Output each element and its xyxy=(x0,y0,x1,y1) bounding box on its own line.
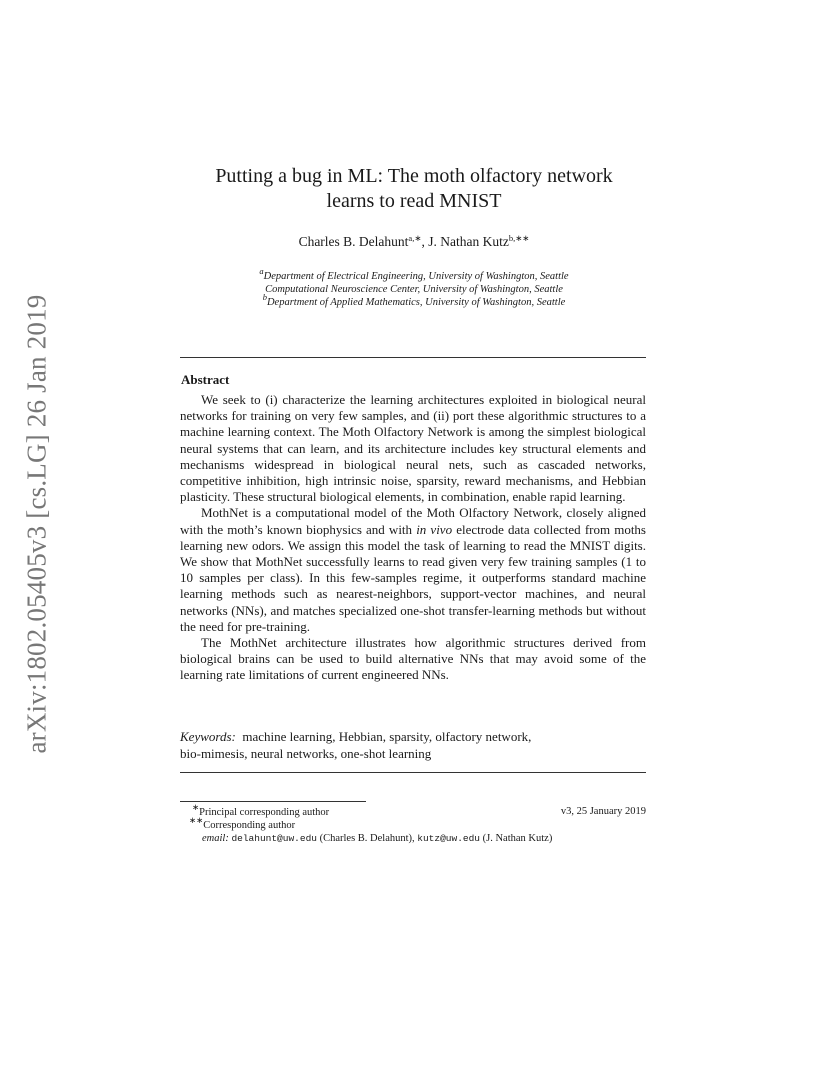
email-kutz-name: (J. Nathan Kutz) xyxy=(482,833,553,844)
affiliation-text: Department of Electrical Engineering, University of Washington, Seattle xyxy=(263,271,569,282)
abstract-body xyxy=(180,392,646,684)
abstract-paragraph-2 xyxy=(180,505,646,635)
author-name: Charles B. Delahunt xyxy=(298,234,409,249)
footnote-mark: ∗ xyxy=(192,802,200,812)
footnote-email xyxy=(180,832,646,845)
affiliation-text: Department of Applied Mathematics, University of Washington, Seattle xyxy=(266,297,566,308)
abstract-p2-italic: in vivo xyxy=(416,521,453,537)
arxiv-identifier-text: arXiv:1802.05405v3 [cs.LG] 26 Jan 2019 xyxy=(21,294,52,754)
abstract-heading: Abstract xyxy=(181,372,230,387)
affiliation-text: Computational Neuroscience Center, University of Washington, Seattle xyxy=(265,284,563,295)
abstract-p2-text-end: electrode data collected from moths learning new odors. We assign this model the task of learning to read the MNIST digits. We show that MothNet successfully learns to read given very few training samples (1 to 10 samples per class). In this few-samples regime, it outperforms standard machine learning methods such as nearest-neighbors, support-vector machines, and neural networks (NNs), and matches specialized one-shot transfer-learning methods but without the need for pre-training. xyxy=(180,521,646,634)
abstract-top-rule xyxy=(180,357,646,358)
email-delahunt-name: (Charles B. Delahunt), xyxy=(319,833,415,844)
email-label: email: xyxy=(202,833,229,844)
author-name: J. Nathan Kutz xyxy=(428,234,509,249)
affiliation-mark: b xyxy=(262,292,267,302)
keywords xyxy=(180,729,646,762)
abstract-paragraph-1: We seek to (i) characterize the learning architectures exploited in biological neural networks for training on very few samples, and (ii) port these algorithmic structures to a machine learning context. The Moth Olfactory Network is among the simplest biological neural systems that can learn, and its architecture includes key structural elements and mechanisms widespread in biological neural nets, such as cascaded networks, competitive inhibition, high intrinsic noise, sparsity, reward mechanisms, and Hebbian plasticity. These structural biological elements, in combination, enable rapid learning. xyxy=(180,392,646,505)
footnote-text: Corresponding author xyxy=(203,820,296,831)
abstract-p2-text: MothNet is a computational model of the Moth Olfactory Network, closely aligned with the moth’s known biophysics and with xyxy=(180,505,646,537)
author-marks: b,∗∗ xyxy=(508,233,530,243)
affiliation-mark: a xyxy=(259,266,264,276)
affiliation-line xyxy=(150,266,678,283)
title-line-2: learns to read MNIST xyxy=(326,190,502,212)
footnote-rule xyxy=(180,801,366,802)
abstract-bottom-rule xyxy=(180,772,646,773)
keywords-label: Keywords: xyxy=(180,729,236,744)
footnote-mark: ∗∗ xyxy=(189,815,204,825)
affiliations xyxy=(150,266,678,309)
version-date: v3, 25 January 2019 xyxy=(560,806,646,817)
footnote-text: Principal corresponding author xyxy=(199,807,330,818)
author-marks: a,∗ xyxy=(408,233,422,243)
email-kutz[interactable]: kutz@uw.edu xyxy=(417,833,480,844)
footnote-corresponding xyxy=(180,815,646,832)
keywords-line-1: machine learning, Hebbian, sparsity, olfactory network, xyxy=(242,729,532,744)
paper-title xyxy=(150,164,678,214)
affiliation-line xyxy=(150,283,678,296)
title-line-1: Putting a bug in ML: The moth olfactory network xyxy=(215,165,613,187)
keywords-line-2: bio-mimesis, neural networks, one-shot learning xyxy=(180,745,432,761)
email-delahunt[interactable]: delahunt@uw.edu xyxy=(231,833,317,844)
affiliation-line xyxy=(150,292,678,309)
arxiv-identifier xyxy=(14,288,60,760)
author-list: Charles B. Delahunt$^{a,∗}$, J. Nathan Kutz$^{b,∗∗}$ xyxy=(298,233,530,249)
abstract-paragraph-3: The MothNet architecture illustrates how algorithmic structures derived from biological brains can be used to build alternative NNs that may avoid some of the learning rate limitations of current engineered NNs. xyxy=(180,635,646,683)
